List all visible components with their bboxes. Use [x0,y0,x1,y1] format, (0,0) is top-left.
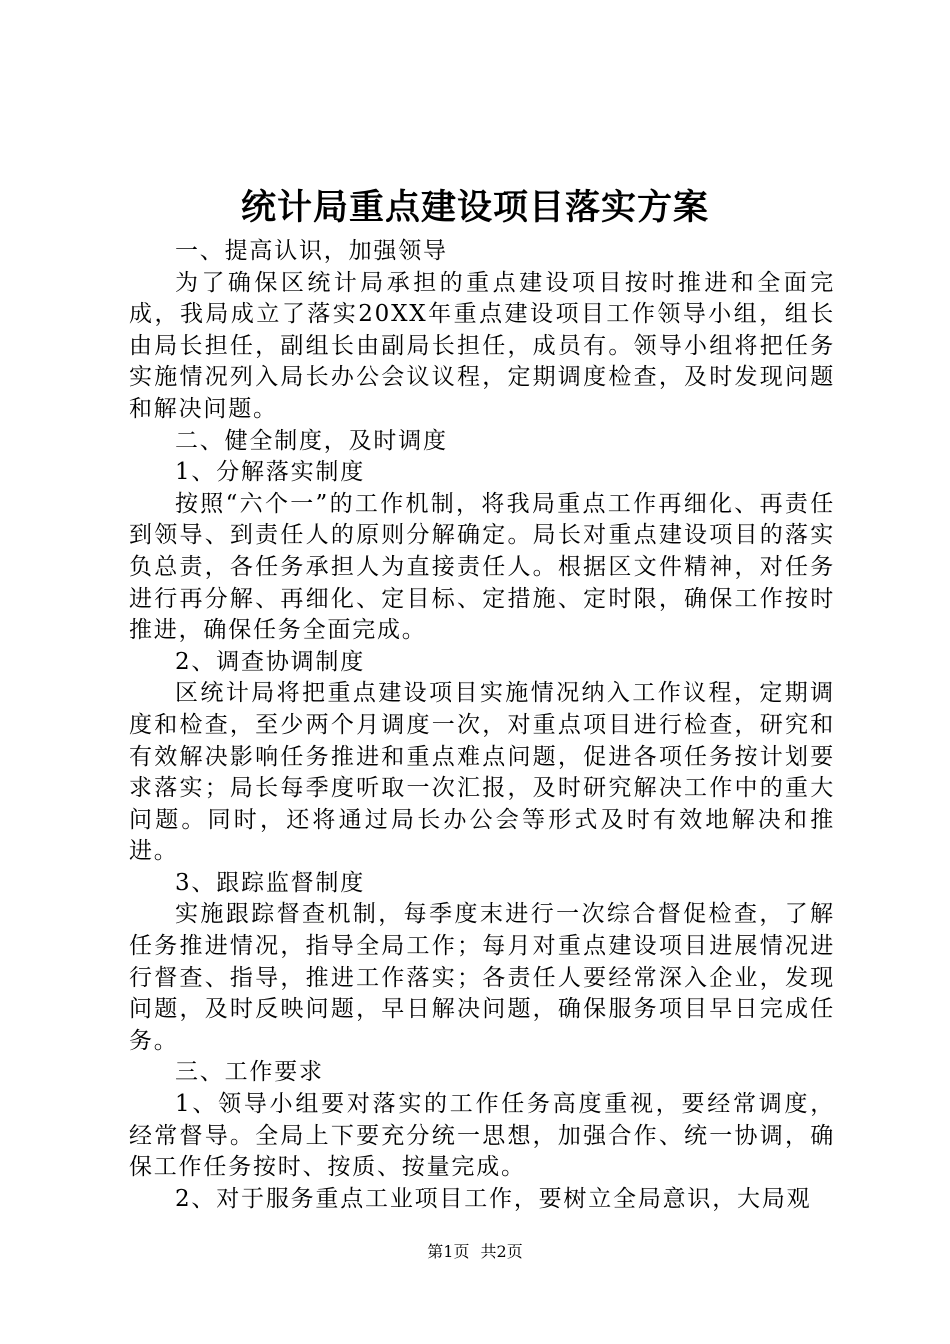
document-body [129,236,835,1215]
paragraph: 为了确保区统计局承担的重点建设项目按时推进和全面完成，我局成立了落实20XX年重点建设项目工作领导小组，组长由局长担任，副组长由副局长担任，成员有。领导小组将把任务实施情况列入局长办公会议议程，定期调度检查，及时发现问题和解决问题。 [129,269,835,422]
section-heading: 一、提高认识，加强领导 [175,238,448,264]
section-heading: 三、工作要求 [175,1059,324,1086]
paragraph: 1、领导小组要对落实的工作任务高度重视，要经常调度，经常督导。全局上下要充分统一思想，加强合作、统一协调，确保工作任务按时、按质、按量完成。 [129,1091,835,1181]
paragraph: 按照“六个一”的工作机制，将我局重点工作再细化、再责任到领导、到责任人的原则分解确定。局长对重点建设项目的落实负总责，各任务承担人为直接责任人。根据区文件精神，对任务进行再分解、再细化、定目标、定措施、定时限，确保工作按时推进，确保任务全面完成。 [129,490,835,644]
section-heading: 二、健全制度，及时调度 [175,427,448,454]
subsection-heading: 1、分解落实制度 [175,459,366,486]
page-footer [0,1240,950,1264]
paragraph: 2、对于服务重点工业项目工作，要树立全局意识，大局观 [175,1185,812,1212]
paragraph: 区统计局将把重点建设项目实施情况纳入工作议程，定期调度和检查，至少两个月调度一次，对重点项目进行检查，研究和有效解决影响任务推进和重点难点问题，促进各项任务按计划要求落实；局长每季度听取一次汇报，及时研究解决工作中的重大问题。同时，还将通过局长办公会等形式及时有效地解决和推进。 [129,680,835,865]
page-number: 第1页 [427,1242,470,1261]
document-title: 统计局重点建设项目落实方案 [240,187,709,228]
page-total: 共2页 [480,1242,523,1261]
subsection-heading: 3、跟踪监督制度 [175,869,366,896]
paragraph: 实施跟踪督查机制，每季度末进行一次综合督促检查，了解任务推进情况，指导全局工作；每月对重点建设项目进展情况进行督查、指导，推进工作落实；各责任人要经常深入企业，发现问题，及时反映问题，早日解决问题，确保服务项目早日完成任务。 [129,901,835,1054]
subsection-heading: 2、调查协调制度 [175,648,366,675]
